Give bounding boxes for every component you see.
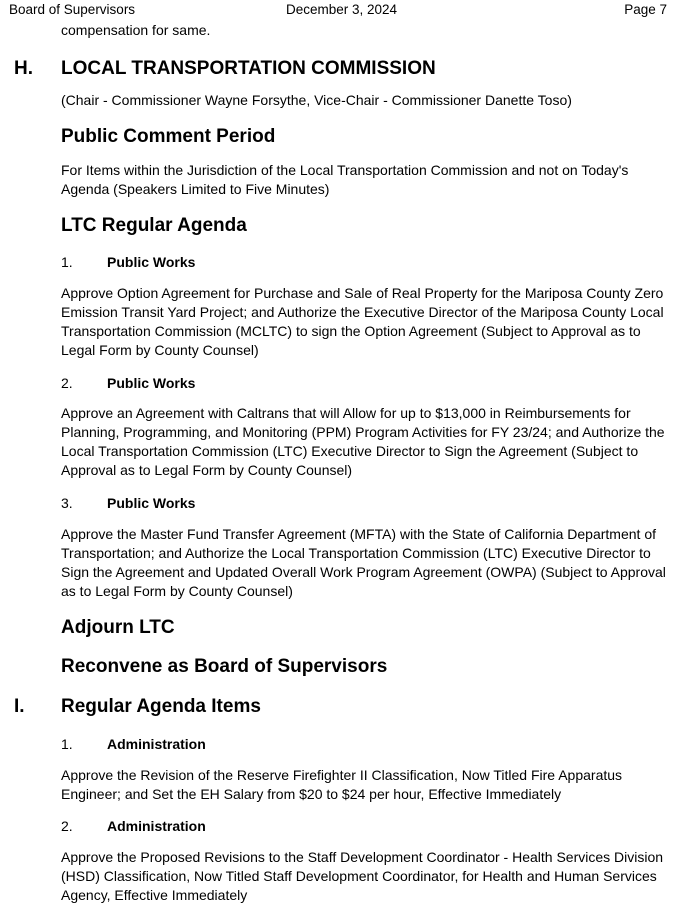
regular-item-number: 2. — [61, 818, 73, 834]
section-h-letter: H. — [14, 58, 33, 79]
public-comment-text: For Items within the Jurisdiction of the Local Transportation Commission and not on Today's Agenda (Speakers Limited to Five Minutes) — [61, 162, 629, 197]
ltc-item-description: Approve the Master Fund Transfer Agreement (MFTA) with the State of California Department of Transportation; and Authorize the Local Transportation Commission (LTC) Executive Director to Sign the Agreement and Updated Overall Work Program Agreement (OWPA) (Subject to Approval as to Legal Form by County Counsel) — [61, 526, 666, 599]
ltc-item-description: Approve an Agreement with Caltrans that will Allow for up to $13,000 in Reimbursements for Planning, Programming, and Monitoring (PPM) Program Activities for FY 23/24; and Authorize the Local Transportation Commission (LTC) Executive Director to Sign the Agreement (Subject to Approval as to Legal Form by County Counsel) — [61, 405, 665, 478]
continuation-text: compensation for same. — [61, 22, 211, 38]
public-comment-heading: Public Comment Period — [61, 126, 276, 147]
header-page-number: Page 7 — [624, 2, 667, 17]
reconvene-heading: Reconvene as Board of Supervisors — [61, 656, 388, 677]
ltc-item-number: 2. — [61, 375, 73, 391]
ltc-item-number: 1. — [61, 254, 73, 270]
adjourn-ltc-heading: Adjourn LTC — [61, 617, 175, 638]
section-i-title: Regular Agenda Items — [61, 696, 261, 717]
section-h-chair-line: (Chair - Commissioner Wayne Forsythe, Vice-Chair - Commissioner Danette Toso) — [61, 92, 572, 108]
regular-item-description: Approve the Revision of the Reserve Firefighter II Classification, Now Titled Fire Apparatus Engineer; and Set the EH Salary from $20 to $24 per hour, Effective Immediately — [61, 767, 623, 802]
regular-item-description: Approve the Proposed Revisions to the Staff Development Coordinator - Health Services Division (HSD) Classification, Now Titled Staff Development Coordinator, for Health and Human Services Agency, Effective Immediately — [61, 849, 664, 903]
regular-item-department: Administration — [107, 818, 206, 834]
regular-item-department: Administration — [107, 736, 206, 752]
section-h-title: LOCAL TRANSPORTATION COMMISSION — [61, 58, 436, 79]
regular-item-number: 1. — [61, 736, 73, 752]
ltc-item-description: Approve Option Agreement for Purchase and Sale of Real Property for the Mariposa County Zero Emission Transit Yard Project; and Authorize the Executive Director of the Mariposa County Local Transportation Commission (MCLTC) to sign the Option Agreement (Subject to Approval as to Legal Form by County Counsel) — [61, 285, 664, 358]
section-i-letter: I. — [14, 696, 25, 717]
ltc-item-number: 3. — [61, 495, 73, 511]
ltc-regular-agenda-heading: LTC Regular Agenda — [61, 215, 247, 236]
header-board-name: Board of Supervisors — [9, 2, 136, 17]
ltc-item-department: Public Works — [107, 254, 196, 270]
header-date: December 3, 2024 — [286, 2, 398, 17]
ltc-item-department: Public Works — [107, 375, 196, 391]
ltc-item-department: Public Works — [107, 495, 196, 511]
